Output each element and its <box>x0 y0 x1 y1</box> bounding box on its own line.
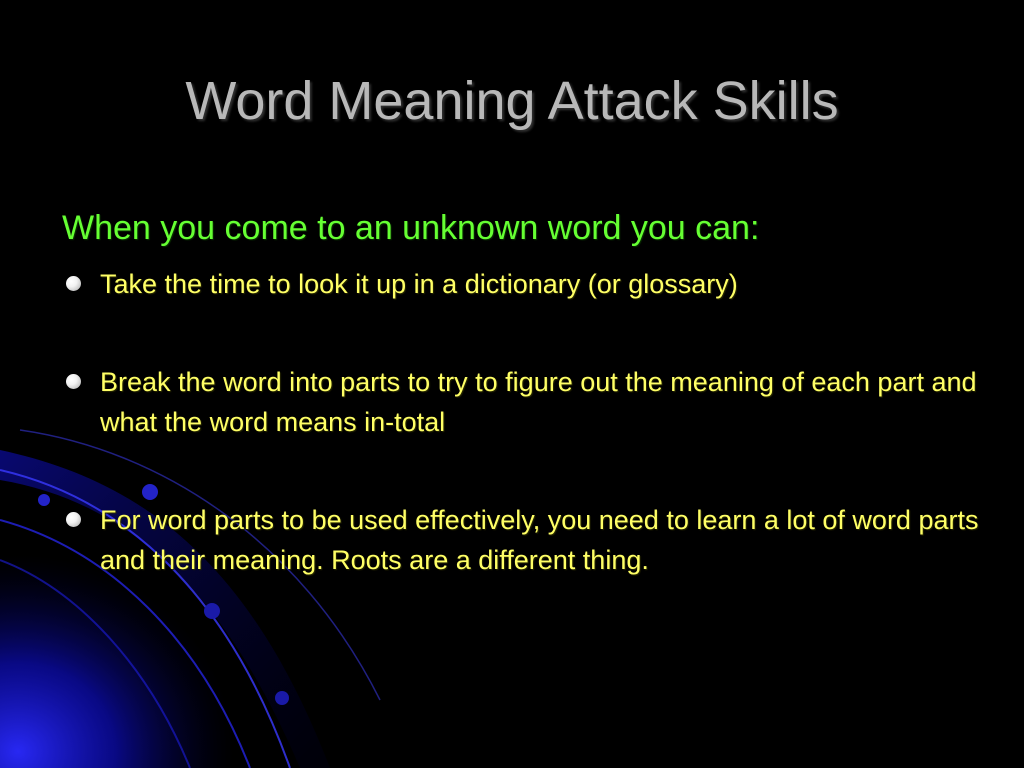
bullet-item <box>62 362 982 442</box>
bullet-item <box>62 264 982 304</box>
bullet-dot-icon <box>66 512 81 527</box>
bullet-item <box>62 500 982 580</box>
bullet-text: Break the word into parts to try to figure out the meaning of each part and what the word means in-total <box>100 367 977 437</box>
bullet-list <box>62 264 982 580</box>
bullet-dot-icon <box>66 374 81 389</box>
slide-title: Word Meaning Attack Skills <box>185 71 839 131</box>
bullet-text: For word parts to be used effectively, you need to learn a lot of word parts and their meaning. Roots are a different thing. <box>100 505 979 575</box>
intro-text: When you come to an unknown word you can: <box>62 209 760 247</box>
bullet-dot-icon <box>66 276 81 291</box>
bullet-text: Take the time to look it up in a dictionary (or glossary) <box>100 269 738 299</box>
